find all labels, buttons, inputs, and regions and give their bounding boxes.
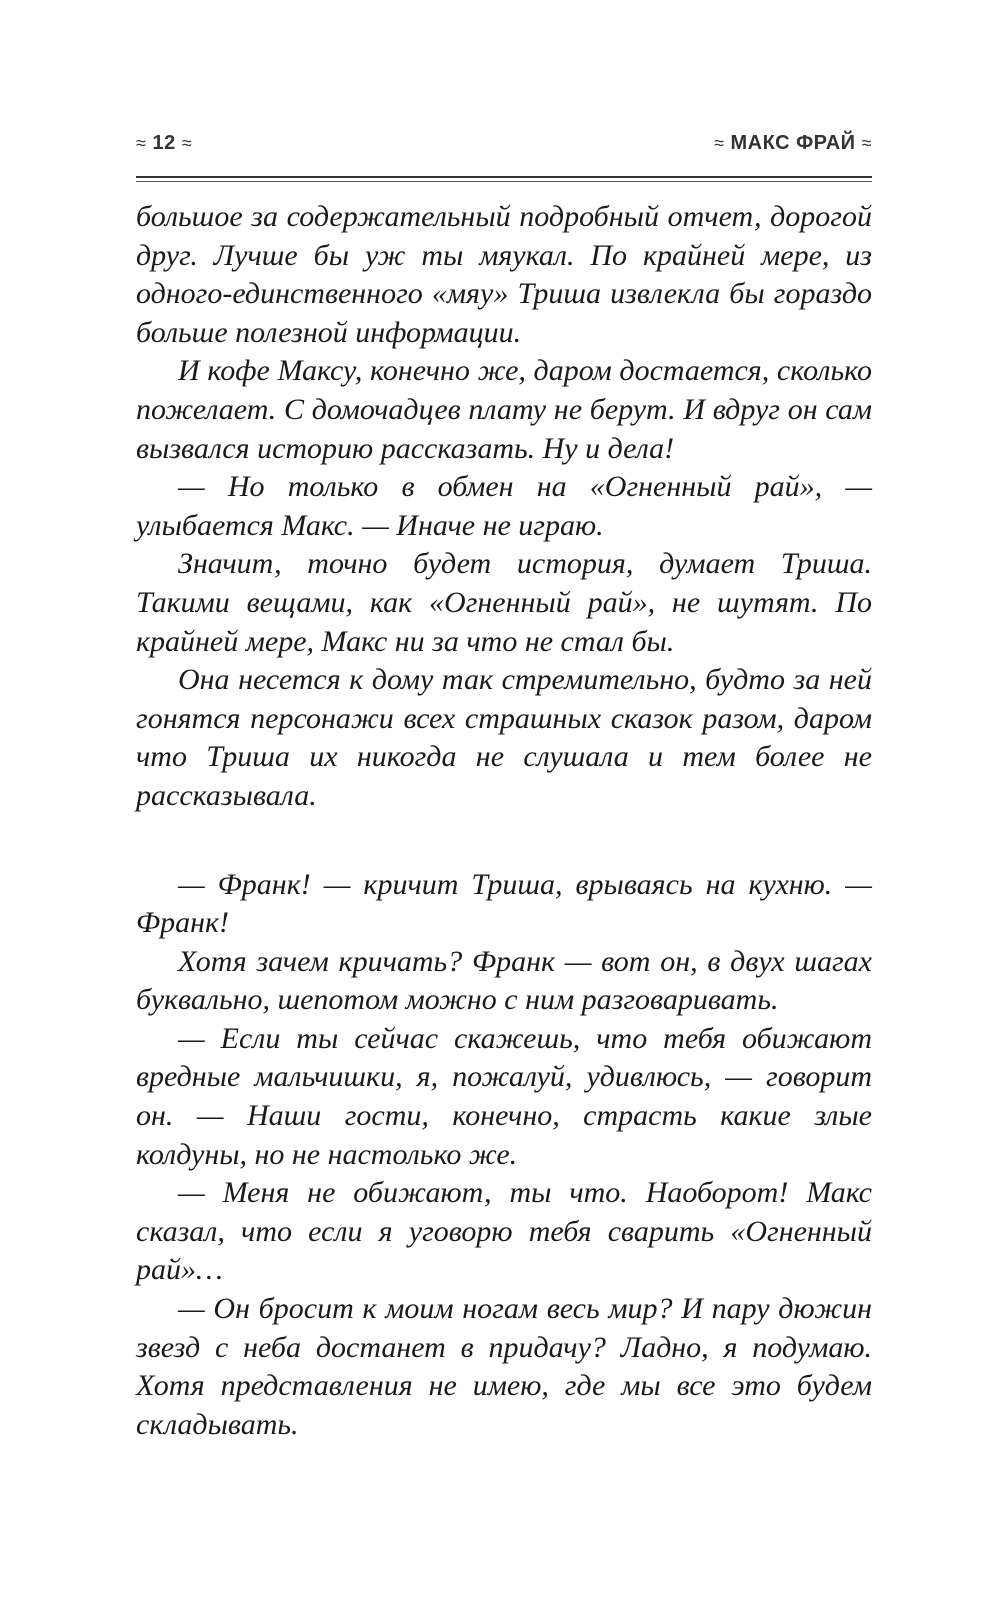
paragraph-1: большое за содержательный подробный отчет, дорогой друг. Лучше бы уж ты мяукал. По крайней мере, из одного-единственного «мяу» Триша извлекла бы гораздо больше полезной информации. bbox=[136, 200, 872, 349]
paragraph-5: Она несется к дому так стремительно, будто за ней гонятся персонажи всех страшных сказок разом, даром что Триша их никогда не слушала и тем более не рассказывала. bbox=[136, 663, 872, 812]
paragraph-8: — Если ты сейчас скажешь, что тебя обижают вредные мальчишки, я, пожалуй, удивлюсь, — говорит он. — Наши гости, конечно, страсть какие злые колдуны, но не настолько же. bbox=[136, 1021, 872, 1171]
author-name: МАКС ФРАЙ bbox=[730, 132, 856, 154]
running-header bbox=[136, 128, 872, 168]
page-number: 12 bbox=[152, 132, 176, 154]
ornament-right-1: ≈ bbox=[714, 133, 725, 153]
header-rule-thin bbox=[136, 181, 872, 182]
paragraph-2: И кофе Максу, конечно же, даром достается, сколько пожелает. С домочадцев плату не берут. И вдруг он сам вызвался историю рассказать. Ну и дела! bbox=[136, 354, 872, 465]
paragraph-10: — Он бросит к моим ногам весь мир? И пару дюжин звезд с неба достанет в придачу? Ладно, я подумаю. Хотя представления не имею, где мы все это будем складывать. bbox=[136, 1292, 872, 1441]
paragraph-9: — Меня не обижают, ты что. Наоборот! Макс сказал, что если я уговорю тебя сварить «Огненный рай»… bbox=[136, 1176, 872, 1287]
paragraph-7: Хотя зачем кричать? Франк — вот он, в двух шагах буквально, шепотом можно с ним разговаривать. bbox=[136, 944, 872, 1017]
paragraph-3: — Но только в обмен на «Огненный рай», — улыбается Макс. — Иначе не играю. bbox=[136, 470, 872, 542]
author-block bbox=[714, 132, 872, 155]
page-body bbox=[136, 198, 872, 1444]
ornament-left-1: ≈ bbox=[136, 133, 147, 153]
paragraph-4: Значит, точно будет история, думает Триша. Такими вещами, как «Огненный рай», не шутят. По крайней мере, Макс ни за что не стал бы. bbox=[136, 547, 872, 658]
ornament-right-2: ≈ bbox=[861, 133, 872, 153]
paragraph-6: — Франк! — кричит Триша, врываясь на кухню. — Франк! bbox=[136, 867, 872, 940]
header-rule bbox=[136, 176, 872, 178]
ornament-left-2: ≈ bbox=[181, 133, 193, 153]
section-break bbox=[136, 816, 872, 866]
page-number-block bbox=[136, 132, 192, 155]
